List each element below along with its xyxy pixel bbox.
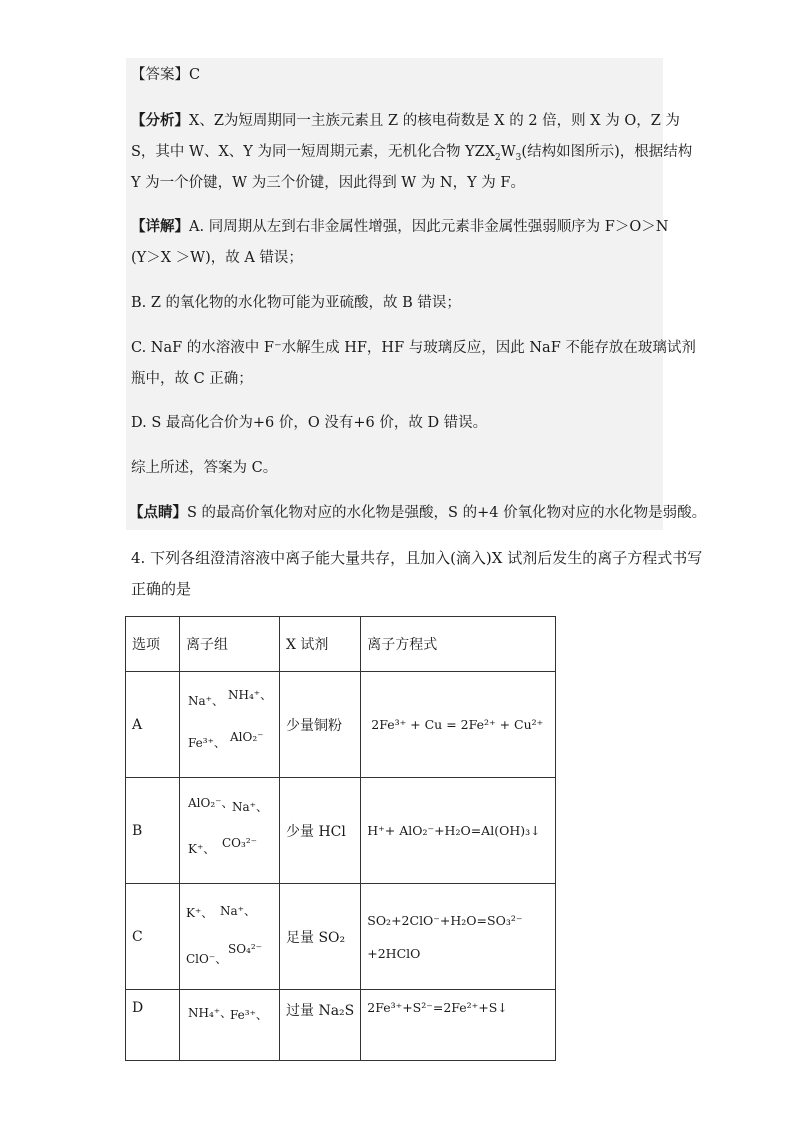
row-d-ions: NH₄⁺、 Fe³⁺、 <box>180 990 280 1061</box>
detail-line-a2: (Y＞X ＞W)，故 A 错误； <box>131 250 303 266</box>
row-a-ions: Na⁺、 NH₄⁺、 Fe³⁺、 AlO₂⁻ <box>180 672 280 778</box>
header-ions: 离子组 <box>180 617 280 672</box>
detail-line-c2: 瓶中，故 C 正确； <box>131 371 253 387</box>
header-reagent: X 试剂 <box>280 617 361 672</box>
row-d-reagent: 过量 Na₂S <box>280 990 361 1061</box>
analysis-text-1: X、Z为短周期同一主族元素且 Z 的核电荷数是 X 的 2 倍，则 X 为 O，Z 为 <box>189 113 680 129</box>
table-row <box>126 990 556 1061</box>
row-a-option: A <box>126 672 180 778</box>
row-c-reagent: 足量 SO₂ <box>280 884 361 990</box>
row-c-ions: K⁺、 Na⁺、 ClO⁻、 SO₄²⁻ <box>180 884 280 990</box>
question-line-1: 4. 下列各组澄清溶液中离子能大量共存，且加入(滴入)X 试剂后发生的离子方程式书写 <box>131 549 703 567</box>
question-line-2: 正确的是 <box>131 580 192 598</box>
header-option: 选项 <box>126 617 180 672</box>
row-b-ions: AlO₂⁻、 Na⁺、 K⁺、 CO₃²⁻ <box>180 778 280 884</box>
row-a-equation: 2Fe³⁺ + Cu = 2Fe²⁺ + Cu²⁺ <box>361 672 556 778</box>
table-row <box>126 778 556 884</box>
analysis-label: 【分析】 <box>131 112 189 129</box>
row-d-equation: 2Fe³⁺+S²⁻=2Fe²⁺+S↓ <box>361 990 556 1061</box>
detail-line-a1: 【详解】A. 同周期从左到右非金属性增强，因此元素非金属性强弱顺序为 F＞O＞N <box>131 218 669 235</box>
ion-table <box>125 616 556 1061</box>
analysis-line-2: S，其中 W、X、Y 为同一短周期元素，无机化合物 $YZX_2W_3$(结构如图所示)，根据结构 <box>131 144 693 163</box>
header-equation: 离子方程式 <box>361 617 556 672</box>
analysis-line-1 <box>131 111 680 131</box>
row-b-equation: H⁺+ AlO₂⁻+H₂O=Al(OH)₃↓ <box>361 778 556 884</box>
analysis-line-3: Y 为一个价键，W 为三个价键，因此得到 W 为 N，Y 为 F。 <box>131 175 525 191</box>
row-d-option: D <box>126 990 180 1061</box>
point-label: 【点睛】 <box>129 504 187 521</box>
detail-line-d: D. S 最高化合价为+6 价，O 没有+6 价，故 D 错误。 <box>131 415 488 431</box>
table-header-row <box>126 617 556 672</box>
table-row <box>126 672 556 778</box>
point-line: 【点睛】S 的最高价氧化物对应的水化物是强酸，S 的+4 价氧化物对应的水化物是弱酸。 <box>129 504 707 521</box>
row-c-equation: SO₂+2ClO⁻+H₂O=SO₃²⁻ +2HClO <box>361 884 556 990</box>
row-a-reagent: 少量铜粉 <box>280 672 361 778</box>
detail-line-c1: C. NaF 的水溶液中 F⁻水解生成 HF，HF 与玻璃反应，因此 NaF 不能存放在玻璃试剂 <box>131 340 696 356</box>
answer-line: 【答案】C <box>131 67 201 83</box>
summary-line: 综上所述，答案为 C。 <box>131 460 278 476</box>
row-b-reagent: 少量 HCl <box>280 778 361 884</box>
detail-line-b: B. Z 的氧化物的水化物可能为亚硫酸，故 B 错误； <box>131 295 461 311</box>
detail-label: 【详解】 <box>131 218 189 235</box>
row-b-option: B <box>126 778 180 884</box>
table-row <box>126 884 556 990</box>
row-c-option: C <box>126 884 180 990</box>
